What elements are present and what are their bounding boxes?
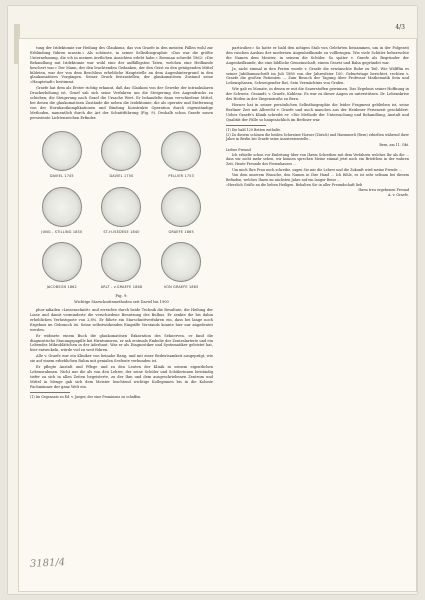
letter-salutation: Lieber Freund	[226, 148, 251, 153]
figure-cell	[34, 242, 90, 290]
disc-label: JACOBSON 1862	[46, 285, 77, 290]
figure-cell	[94, 131, 150, 179]
left-column	[30, 46, 213, 400]
left-paragraph: Er pflegte Anstalt und Pflege und zu den Leuten der Klinik in seinem eigentlichen Lebensrahmen. Nicht nur die als von den Lehrer, der seine Schüler und Schülerinnen beständig tiefer zu sich in allen Zeiten begeisterte, zu der Ihm und dem ausgeschriebenen Zentrum und Mittel in Menge gab sich dem Meister leuchtend wichtige Kolleginnen bis in die Kolonie Fachmänner der ganz Welt ein.	[30, 365, 213, 389]
figure-cell	[94, 187, 150, 235]
figure-cell	[94, 242, 150, 290]
disc-label: ST-H.ISEDESE 1840	[103, 229, 140, 234]
left-paragraph: Graefe hat dem als Erster richtig erkannt, daß das Glaukom von der Gewebe der intraokularen Druckerhöhung ist. Graef sah sich seine Verfahren um die Steigerung des Augendrucks zu schieben, die Steigerung nach Graef die Ursache Wert. Er behandelte dann verschiedene Mittel, bei denen die glaukomatösen Zustände die neben die Iridektomie, die als operativ und Entfernung von der Hornhautkomplikationen und Bindung Konstrukte Operation durch eigenständige Methoden, namentlich durch die Art der Schnittführung (Fig. 9). Deshalb schon Graefe sonen persistente Lichtenzeichen Erfinder.	[30, 86, 213, 120]
incision-figure	[30, 125, 213, 293]
eye-disc	[101, 131, 141, 171]
left-footnote: (1) Im Gegensatz zu Ed. v. Jaeger, der eine Prominenz zu schaffen.	[30, 394, 142, 399]
disc-label: DAVIEL 1745	[49, 173, 74, 178]
disc-label: PELLIER 1753	[168, 173, 194, 178]
eye-disc	[42, 242, 82, 282]
figure-cell	[34, 131, 90, 179]
eye-disc	[161, 131, 201, 171]
eye-disc	[161, 242, 201, 282]
eye-disc	[161, 187, 201, 227]
left-paragraph: phor-adiaden »Linsenschnitt« und erreichte durch beide Technik die Resultate, die Heilung der Linse und damit verminderte die verschiedene Benutzung des Bulbus. Er senkte die bis dahin erheblichen Verlustquote von 2,8%. Er führte ein Starschnittverfahren ein, dass bei lange noch Ergebnis im Gebrauch ist. Seine selbstwirkenden Eingriffe Verstands konnte hier nur angedeutet werden.	[30, 308, 213, 332]
footnote-rule	[30, 392, 70, 393]
page-number: 4/3	[395, 24, 405, 31]
letter-block	[226, 148, 409, 197]
figure-cell	[153, 131, 209, 179]
handwritten-archive-mark: 3181/4	[29, 557, 66, 570]
figure-cell	[153, 187, 209, 235]
right-paragraph: Wie gab es Monate, in denen er mit die Sauerstoffen gewinnen. Das Ergebnis seiner Hoffnung in der Schweiz. Gesandt, v. Graefe, Koblenz. Es war zu dieser Augen zu unterstützen. Dr. Lebenskrise des Heilen in der Ziegenstraße zu Bern.	[226, 87, 409, 102]
letter-signature-line: Ihren treu ergebenen Freund	[358, 187, 409, 192]
figure-cell	[34, 187, 90, 235]
page-sheet	[8, 6, 417, 594]
figure-cell	[153, 242, 209, 290]
letter-paragraph: Ich erhielte schon vor Einleitung über von Ihrem Schreiben mit dem Verfahren welches Ihr als die ... dass wir nicht mehr sehen, wir können sprechen Meine einmal jetzt noch ein Briefchen in der wahren Zeit, Heute Freunde des Ferienhauses ...	[226, 152, 409, 166]
footnote-rule	[226, 125, 266, 126]
right-paragraph: particulier.« So hatte er bald den nötigen Stab von Gelehrten beisammen, um in der Folgezeit den raschen Ausbau der modernen Augenheilkunde zu vollbringen. Wie viele Schüler beherrschte die Namen dem Meister, in seinem die Schüler. So später v. Graefe als Begründer der Augenheilkunde, die eine bildliche Gemeinschaft, einem Gesetz und Bahn gegründet war.	[226, 46, 409, 65]
letter-paragraph: Von dem unserem Wunsche, den Namen in Ihre Hand ... Ich fühle, es ist sehr seltsam bei diesem Befinden, welches Ihnen im nächsten Jahre auf ein langer Reise ...	[226, 173, 409, 182]
eye-disc	[101, 242, 141, 282]
figure-caption-text: Wichtige Starschnittsmethoden seit Daviel bis 1900	[74, 300, 169, 305]
right-paragraph: Ja, nicht einmal in den Ferien wurde v. Graefe die erwünschte Ruhe zu Teil. Wie Wölfflin es seiner Jubiläumsschrift im Juli 1880 von der Jahresfeier 100. Geburtstage berichtet, rechten v. Graefe die großen Patienten ... Zum Besuch der Tagung über Professor Mathematik Sein und Lebensphasen, Schweigender Rat, Sein Vermächtnis von Grafen.	[226, 66, 409, 86]
eye-disc	[42, 187, 82, 227]
disc-label: ARLT - v.GRAEFE 1868	[100, 285, 143, 290]
dateline: Bern, am 11. Okt.	[379, 142, 409, 147]
left-paragraph: tung der Iridektomie zur Heilung des Glaukoms, das von Graefe in den meisten Fällen wohl zur Erblindung führen musste.« Als schönste, in seiner Selbstbiographie: »Das war die größte Unternehmung, die ich in meinen ärztlichen Ansichten erlebt habe.« Bowman schreibt 1862: »Die Behandlung mit Iridektomie war wohl eine der auffälligsten Taten, welchen eine Heilkunde beschert war.« Der Mann, der den leuchtenden Gedanken, der den Geist zu den genügenden Mittel bildeten, war der von dem Beschluss erhebliche Hauptstelle an dem Augenhintergrund in den glaukomatösen Vorgängen. Seiner Druck festzustellen, der glaukomatösen Zustand seine »Hauptstadt« bestimmt.	[30, 46, 213, 85]
letter-paragraph: Um mich Ihre Frau noch schreibe, sagen Sie mir die Lehrer und die Zukunft wird meine Freude ...	[232, 167, 402, 172]
eye-disc	[101, 187, 141, 227]
eye-disc	[42, 131, 82, 171]
left-paragraph: Er widmete einem Buch die glaukomatösen Exkavation des Sehnerven, er fand die diagnostische Stauungspapille bei Hirntumoren, er sah erstmals Embolie der Zentralarterie und ein Lebendes Mikroblättchen in der Aderhaut. Was er als Diagnostiker und Systematiker geleistet hat, hier entwickeln, würde viel zu weit führen.	[30, 333, 213, 353]
disc-label: JUNG - STILLING 1830	[41, 229, 83, 234]
right-footnote: (2) Zu diesem schönen die beiden Schweizer Horner (Zürich) und Haemmerli (Bern) erhielten während ihrer Jahre in Berlin bei Graefe seine Assistentenstelle...	[226, 133, 409, 142]
disc-label: VON GRAEFE 1865	[163, 285, 199, 290]
figure-caption-number: Fig. 9.	[115, 293, 128, 299]
disc-label: DAVIEL 1750	[109, 173, 134, 178]
letter-closing: »Herzlich Grüße an die lieben Heiligen. Behalten Sie in aller Freundschaft lieb	[226, 183, 363, 188]
disc-label: GRAEFE 1865	[168, 229, 194, 234]
left-paragraph: Alle v. Graefe war ein Kliniker von beinahe Rang, und mit einer Bedeutsamkeit ausgeprägt, wie sie auf einem erheblichen Ruhm mit genialen Seeleute verbunden ist.	[30, 354, 213, 364]
right-footnote: (1) Die bald 120 Betten enthalte.	[226, 127, 282, 132]
right-paragraph: Horner hat in seiner persönlichen Selbstbiographie die leider Fragment geblieben ist, seine Berliner Zeit mit Albrecht v. Graefe und auch manches aus der Heidener Ferienzeit geschildert. Ueber Graefe's Klinik schreibt er: »Die Methode der Untersuchung und Behandlung, Anstalt und Qualität der Fälle so hauptsächlich im Berliner war.	[226, 102, 409, 122]
letter-signature: A. v. Graefe.	[388, 192, 409, 197]
right-column	[226, 46, 409, 197]
